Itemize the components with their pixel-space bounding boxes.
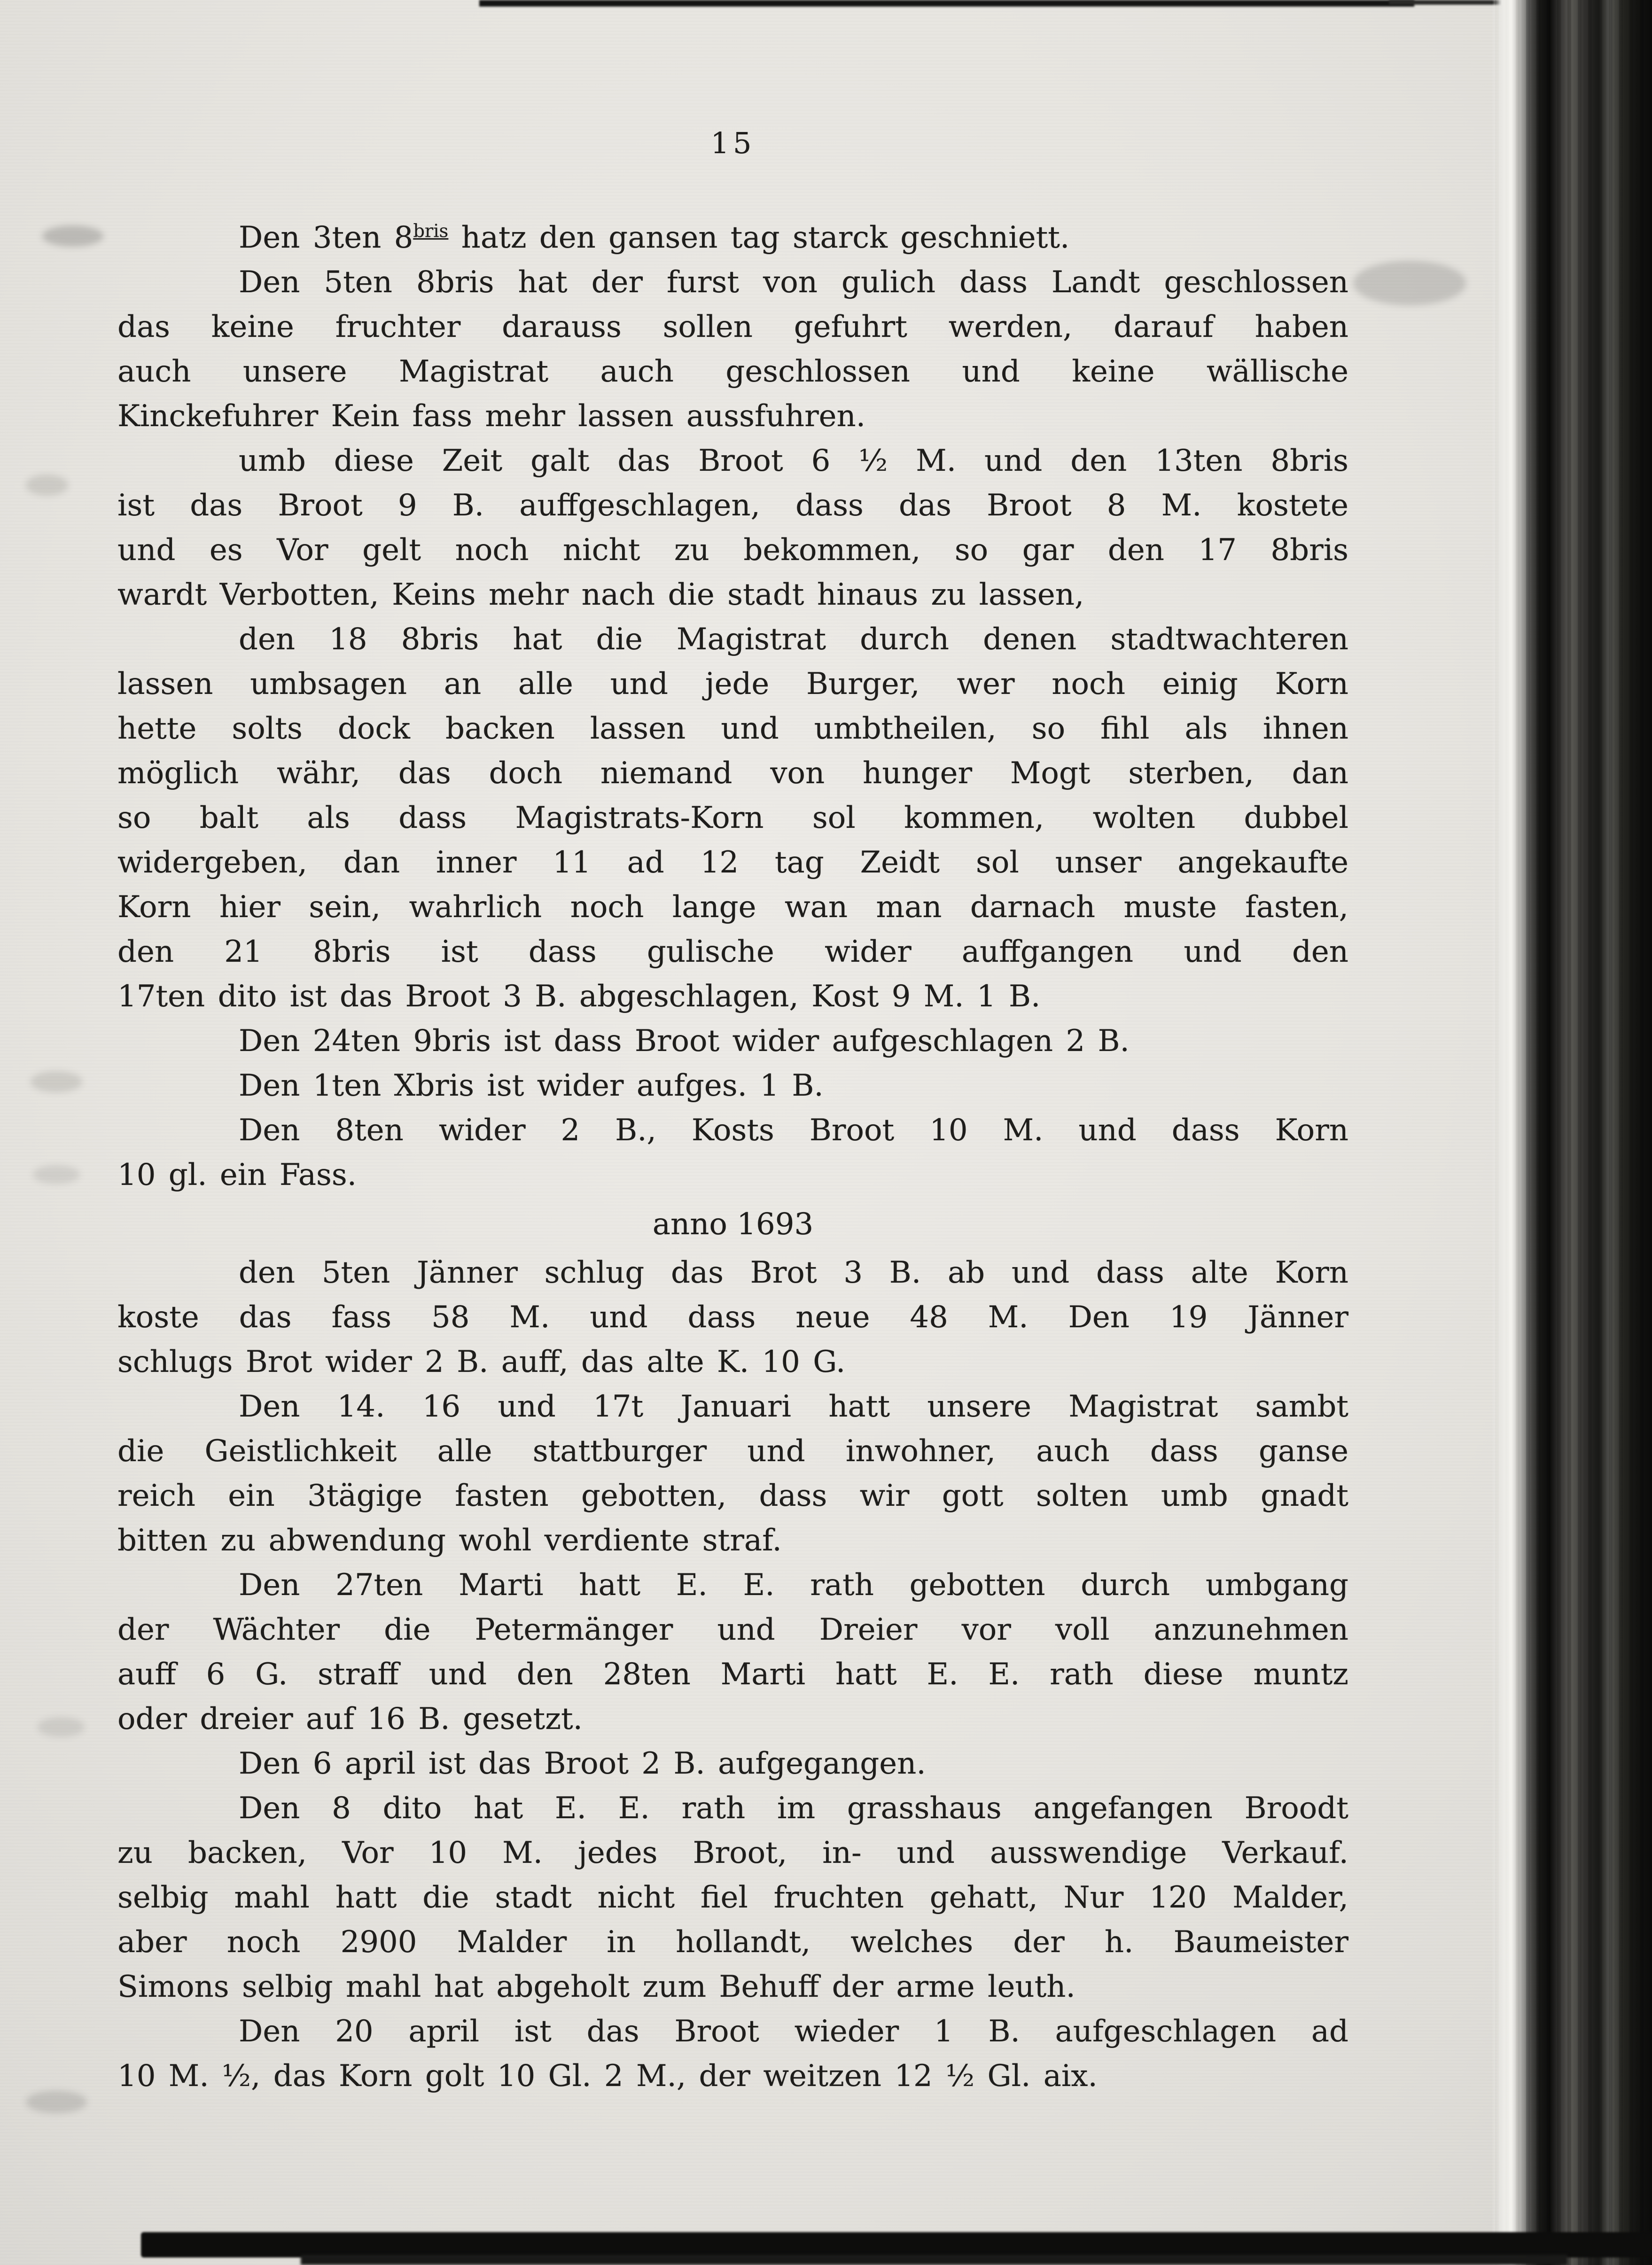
text-line: Den 14. 16 und 17t Januari hatt unsere Magistrat sambt [239,1389,1348,1424]
paragraph [117,1385,1348,1563]
scan-smudge [38,1717,85,1737]
chronicle-entries-1693 [117,1251,1348,2099]
text-line: Den 27ten Marti hatt E. E. rath gebotten durch umbgang [239,1568,1348,1603]
text-segment: hatz den gansen tag starck geschniett. [448,220,1070,255]
text-line: das keine fruchter darauss sollen gefuhrt werden, darauf haben [117,310,1348,344]
scan-smudge [26,2091,87,2113]
text-line: koste das fass 58 M. und dass neue 48 M. Den 19 Jänner [117,1300,1348,1335]
text-line: 17ten dito ist das Broot 3 B. abgeschlagen, Kost 9 M. 1 B. [117,979,1041,1014]
page-content [117,126,1348,2099]
text-line: Kinckefuhrer Kein fass mehr lassen aussfuhren. [117,399,866,434]
text-line: auch unsere Magistrat auch geschlossen und keine wällische [117,354,1348,389]
paragraph [117,216,1348,260]
text-line: den 18 8bris hat die Magistrat durch denen stadtwachteren [239,622,1348,657]
paragraph [117,617,1348,1019]
paragraph [117,439,1348,617]
text-line: Den 24ten 9bris ist dass Broot wider aufgeschlagen 2 B. [239,1024,1130,1059]
text-line: und es Vor gelt noch nicht zu bekommen, so gar den 17 8bris [117,533,1348,568]
text-line: 10 gl. ein Fass. [117,1158,357,1192]
scan-smudge [42,226,103,247]
paragraph [117,1251,1348,1385]
year-heading: anno 1693 [652,1207,814,1242]
text-line: Den 1ten Xbris ist wider aufges. 1 B. [239,1068,824,1103]
text-line: den 21 8bris ist dass gulische wider auffgangen und den [117,934,1348,969]
scan-smudge [1353,261,1466,305]
paragraph [117,1108,1348,1198]
text-line: oder dreier auf 16 B. gesetzt. [117,1702,583,1736]
text-line: möglich währ, das doch niemand von hunger Mogt sterben, dan [117,756,1348,791]
text-line: schlugs Brot wider 2 B. auff, das alte K. 10 G. [117,1345,846,1379]
text-line: der Wächter die Petermänger und Dreier vor voll anzunehmen [117,1612,1348,1647]
text-line: Den 6 april ist das Broot 2 B. aufgegangen. [239,1746,926,1781]
text-line: reich ein 3tägige fasten gebotten, dass wir gott solten umb gnadt [117,1479,1348,1513]
superscript-text: bris [413,220,449,242]
text-line: Den 8 dito hat E. E. rath im grasshaus angefangen Broodt [239,1791,1348,1826]
text-line: Simons selbig mahl hat abgeholt zum Behuff der arme leuth. [117,1969,1075,2004]
text-line: zu backen, Vor 10 M. jedes Broot, in- und ausswendige Verkauf. [117,1836,1348,1870]
scan-edge-bottom [141,2232,1652,2257]
text-line: ist das Broot 9 B. auffgeschlagen, dass das Broot 8 M. kostete [117,488,1348,523]
paragraph [117,260,1348,439]
text-line: aber noch 2900 Malder in hollandt, welches der h. Baumeister [117,1925,1348,1960]
text-line: hette solts dock backen lassen und umbtheilen, so fihl als ihnen [117,711,1348,746]
text-line: selbig mahl hatt die stadt nicht fiel fruchten gehatt, Nur 120 Malder, [117,1880,1348,1915]
chronicle-entries-1692 [117,216,1348,1198]
paragraph [117,1019,1348,1064]
text-line: 10 M. ½, das Korn golt 10 Gl. 2 M., der weitzen 12 ½ Gl. aix. [117,2059,1098,2094]
text-line: bitten zu abwendung wohl verdiente straf. [117,1523,782,1558]
text-line: lassen umbsagen an alle und jede Burger, wer noch einig Korn [117,667,1348,701]
text-line: umb diese Zeit galt das Broot 6 ½ M. und den 13ten 8bris [239,444,1348,478]
text-line: Den 20 april ist das Broot wieder 1 B. aufgeschlagen ad [239,2014,1348,2049]
text-line: auff 6 G. straff und den 28ten Marti hatt E. E. rath diese muntz [117,1657,1348,1692]
scan-smudge [33,1165,80,1184]
text-line: so balt als dass Magistrats-Korn sol kommen, wolten dubbel [117,801,1348,835]
scan-edge-top [479,0,1414,7]
paragraph [117,1563,1348,1742]
page-number: 15 [710,126,756,160]
text-line: widergeben, dan inner 11 ad 12 tag Zeidt sol unser angekaufte [117,845,1348,880]
text-line: Den 8ten wider 2 B., Kosts Broot 10 M. und dass Korn [239,1113,1348,1148]
text-line [117,216,1348,260]
text-line: die Geistlichkeit alle stattburger und inwohner, auch dass ganse [117,1434,1348,1469]
scan-edge-bottom-inner [301,2255,1567,2265]
paragraph [117,1742,1348,1786]
book-binding-shadow [1492,0,1652,2265]
text-line: Den 5ten 8bris hat der furst von gulich dass Landt geschlossen [239,265,1348,300]
scan-smudge [26,475,68,496]
text-segment: Den 3ten 8 [239,220,413,255]
text-line: wardt Verbotten, Keins mehr nach die stadt hinaus zu lassen, [117,577,1084,612]
paragraph [117,1064,1348,1108]
paragraph [117,2009,1348,2099]
scan-smudge [31,1071,82,1092]
paragraph [117,1786,1348,2009]
text-line: Korn hier sein, wahrlich noch lange wan man darnach muste fasten, [117,890,1348,925]
text-line: den 5ten Jänner schlug das Brot 3 B. ab und dass alte Korn [239,1255,1348,1290]
